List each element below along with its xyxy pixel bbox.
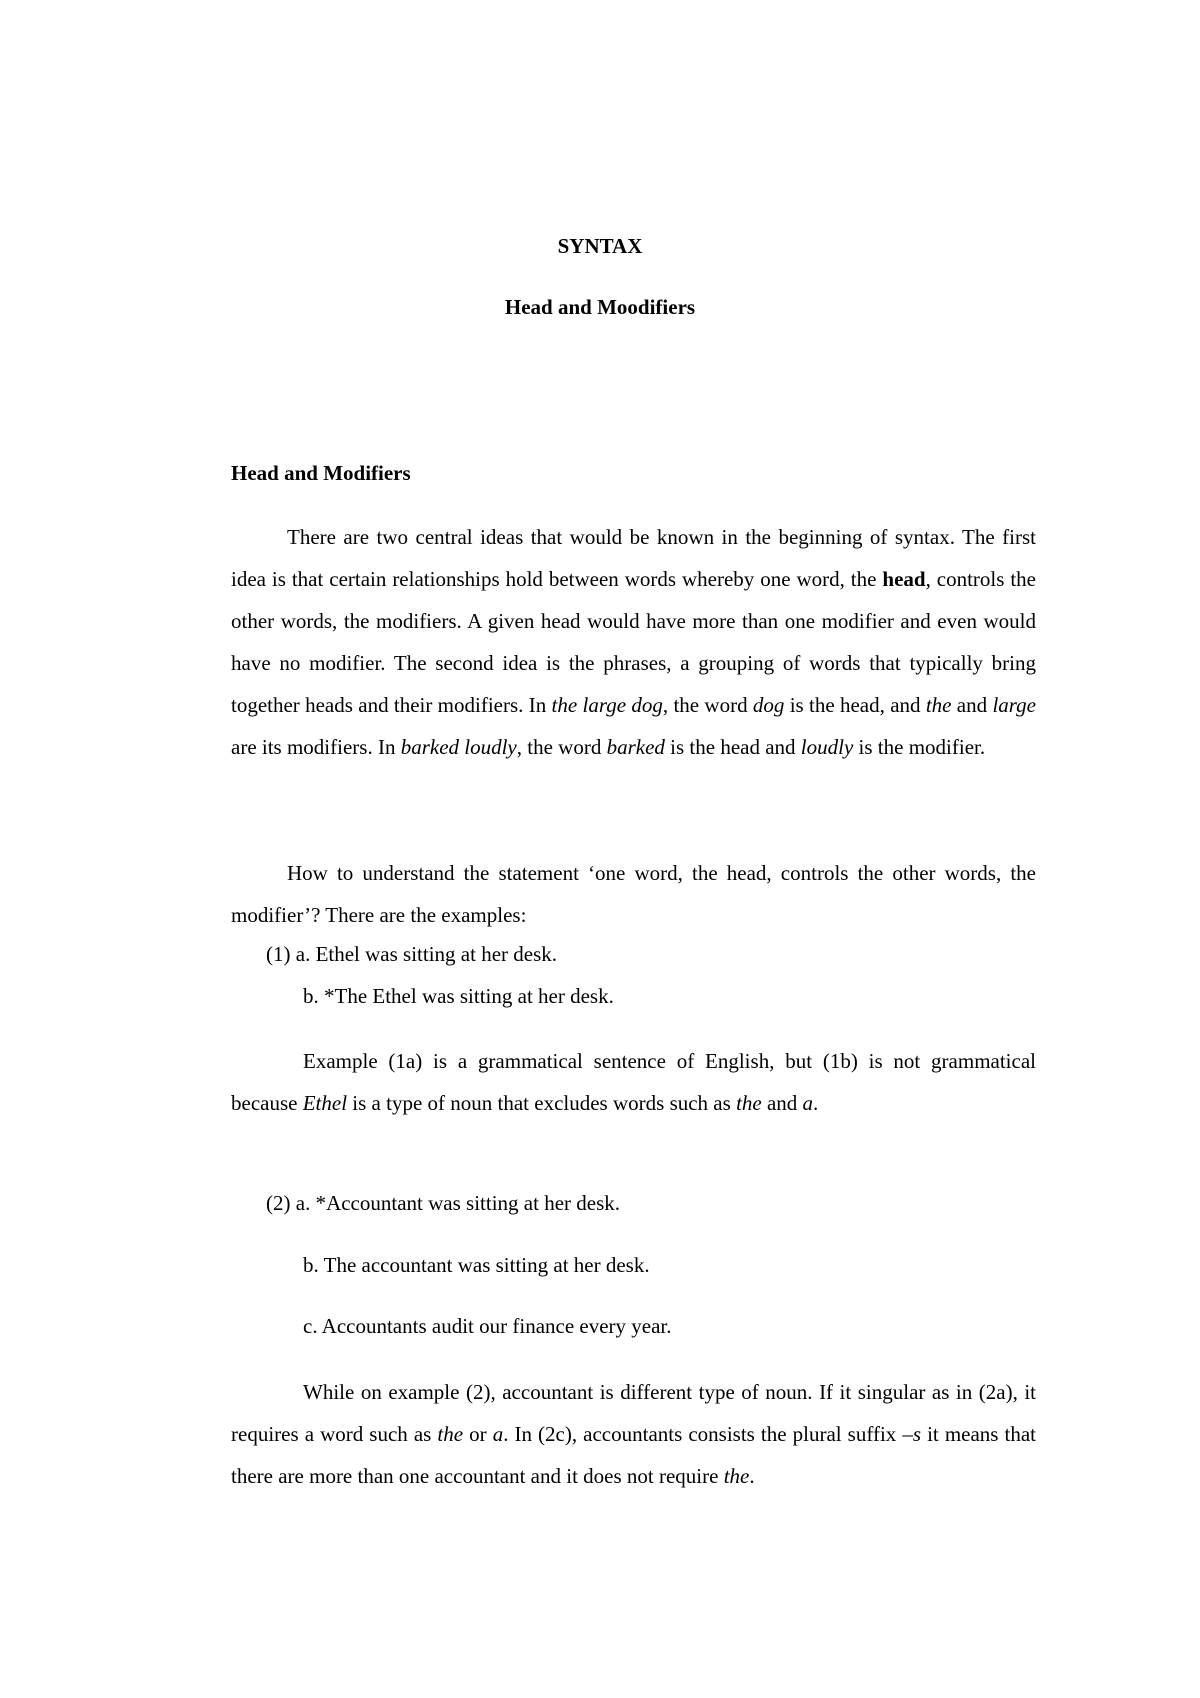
paragraph-3 — [231, 1040, 1036, 1124]
paragraph-4-text: it means that there are more than one accountant and it does not require — [231, 1422, 1037, 1488]
paragraph-4-text: . — [749, 1464, 755, 1488]
italic-term: the — [736, 1091, 762, 1115]
example-2-number: (2) — [266, 1191, 291, 1215]
paragraph-3-text: and — [761, 1091, 803, 1115]
italic-term: the — [437, 1422, 464, 1446]
example-1b — [303, 982, 614, 1010]
example-2c — [303, 1312, 672, 1340]
paragraph-4-text: or — [463, 1422, 493, 1446]
paragraph-3-text: is a type of noun that excludes words such as — [347, 1091, 737, 1115]
paragraph-1-text: , controls the other words, the modifiers. A given head would have more than one modifier and even would have no modifier. The second idea is the phrases, a grouping of words that typically bring together heads and their modifiers. In — [231, 567, 1036, 717]
example-1-number: (1) — [266, 942, 291, 966]
example-2b — [303, 1251, 650, 1279]
italic-term: a — [492, 1422, 504, 1446]
document-subtitle: Head and Moodifiers — [504, 295, 696, 319]
paragraph-1-text: and — [951, 693, 993, 717]
paragraph-1-text: , the word — [516, 735, 607, 759]
paragraph-1 — [231, 516, 1036, 768]
italic-term: large — [992, 693, 1036, 717]
example-2a — [266, 1189, 620, 1217]
section-heading: Head and Modifiers — [231, 461, 411, 485]
paragraph-4 — [231, 1371, 1036, 1497]
italic-term: the — [723, 1464, 750, 1488]
italic-term: the — [925, 693, 952, 717]
italic-term: a — [802, 1091, 814, 1115]
example-1a-text: a. Ethel was sitting at her desk. — [295, 942, 558, 966]
term-head: head — [882, 567, 926, 591]
italic-term: Ethel — [302, 1091, 348, 1115]
paragraph-1-text: , the word — [662, 693, 753, 717]
paragraph-1-text: is the head and — [664, 735, 801, 759]
paragraph-4-text: While on example (2), accountant is different type of noun. If it singular as in (2a), it requires a word such as — [231, 1380, 1036, 1446]
example-2c-text: c. Accountants audit our finance every year. — [303, 1314, 672, 1338]
paragraph-4-text: . In (2c), accountants consists the plural suffix – — [503, 1422, 913, 1446]
example-1a — [266, 940, 557, 968]
italic-term: the large dog — [551, 693, 663, 717]
paragraph-3-text: Example (1a) is a grammatical sentence of English, but (1b) is not grammatical because — [231, 1049, 1036, 1115]
italic-term: barked — [606, 735, 665, 759]
paragraph-1-text: is the modifier. — [853, 735, 986, 759]
italic-term: s — [912, 1422, 922, 1446]
italic-term: barked loudly — [400, 735, 517, 759]
italic-term: loudly — [800, 735, 854, 759]
example-2a-text: a. *Accountant was sitting at her desk. — [295, 1191, 620, 1215]
paragraph-1-text: There are two central ideas that would be known in the beginning of syntax. The first idea is that certain relationships hold between words whereby one word, the — [231, 525, 1036, 591]
paragraph-3-text: . — [813, 1091, 819, 1115]
example-1b-text: b. *The Ethel was sitting at her desk. — [303, 984, 614, 1008]
paragraph-1-text: are its modifiers. In — [231, 735, 401, 759]
italic-term: dog — [752, 693, 785, 717]
document-title: SYNTAX — [557, 234, 643, 258]
paragraph-2: How to understand the statement ‘one word, the head, controls the other words, the modifier’? There are the examples: — [231, 861, 1036, 927]
paragraph-1-text: is the head, and — [784, 693, 926, 717]
example-2b-text: b. The accountant was sitting at her desk. — [303, 1253, 650, 1277]
